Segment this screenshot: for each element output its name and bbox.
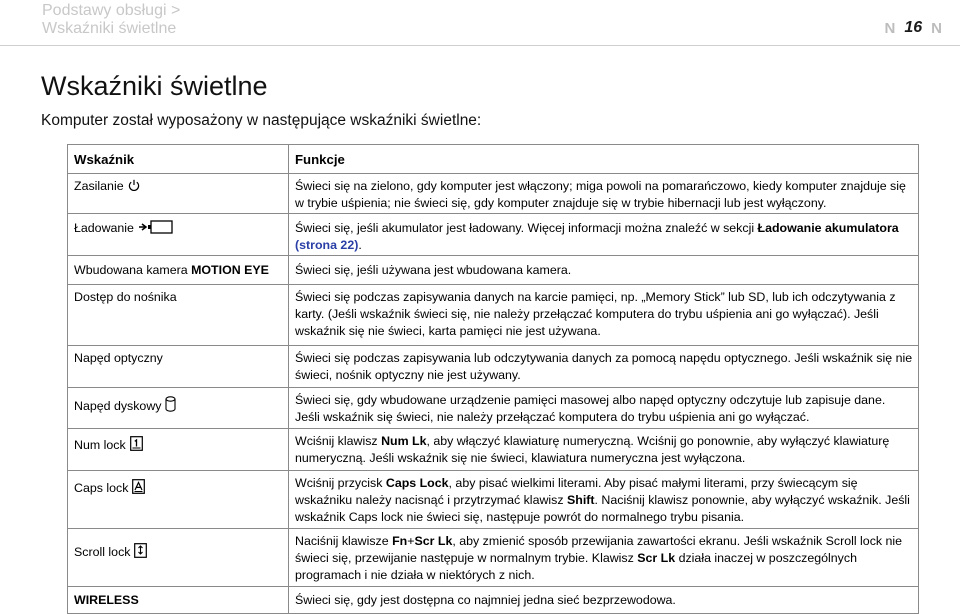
key-name: Fn [392, 534, 408, 548]
column-header-indicator: Wskaźnik [68, 145, 289, 174]
page-navigation [885, 19, 942, 37]
page-link[interactable]: (strona 22) [295, 238, 359, 252]
section-reference: Ładowanie akumulatora [757, 221, 899, 235]
page-header [0, 0, 960, 47]
table-row [68, 587, 919, 614]
indicator-function [289, 471, 919, 529]
header-divider [0, 45, 960, 46]
function-text: , aby włączyć klawiaturę numeryczną. Wciśnij go ponownie, aby wyłączyć klawiaturę numeryczną. Jeśli wskaźnik się nie świeci, klawiatura numeryczna jest wyłączona. [295, 434, 890, 465]
key-name: Caps Lock [385, 476, 449, 490]
function-text: Wciśnij klawisz [295, 434, 382, 448]
indicator-label: WIRELESS [74, 593, 139, 607]
indicator-function: Świeci się, gdy wbudowane urządzenie pamięci masowej albo napęd optyczny odczytuje lub zapisuje dane. Jeśli wskaźnik się świeci, nie należy przełączać komputera do trybu uśpienia ani go wyłączać. [289, 388, 919, 429]
indicator-function: Świeci się na zielono, gdy komputer jest włączony; miga powoli na pomarańczowo, kiedy komputer znajduje się w trybie uśpienia; nie świeci się, gdy komputer znajduje się w trybie hibernacji lub jest wyłączony. [289, 174, 919, 214]
indicator-label: Wbudowana kamera [74, 263, 192, 277]
indicator-function: Świeci się podczas zapisywania lub odczytywania danych za pomocą napędu optycznego. Jeśli wskaźnik się nie świeci, nośnik optyczny nie jest używany. [289, 346, 919, 388]
table-row [68, 174, 919, 214]
next-page-arrow-icon[interactable]: N [931, 19, 942, 37]
indicator-function [289, 429, 919, 471]
num-lock-icon [130, 436, 143, 456]
function-text: działa inaczej w poszczególnych programach i nie działa w niektórych z nich. [295, 551, 857, 582]
indicator-function: Świeci się, jeśli używana jest wbudowana kamera. [289, 256, 919, 285]
indicator-label: Scroll lock [74, 545, 131, 559]
breadcrumb-parent[interactable]: Podstawy obsługi > [42, 2, 181, 19]
indicator-label: Zasilanie [74, 179, 124, 193]
table-row [68, 471, 919, 529]
function-text: Naciśnij klawisze [295, 534, 393, 548]
table-row [68, 346, 919, 388]
indicator-label: Napęd dyskowy [74, 399, 162, 413]
indicator-label: Ładowanie [74, 221, 134, 235]
intro-text: Komputer został wyposażony w następujące wskaźniki świetlne: [41, 112, 482, 129]
table-header-row [68, 145, 919, 174]
function-text: Świeci się, jeśli akumulator jest ładowany. Więcej informacji można znaleźć w sekcji [295, 221, 758, 235]
indicator-label: Napęd optyczny [68, 346, 289, 388]
scroll-lock-icon [134, 543, 147, 563]
disk-drive-icon [165, 396, 176, 417]
indicator-table [67, 144, 919, 614]
caps-lock-icon [132, 479, 145, 499]
indicator-label: Caps lock [74, 481, 129, 495]
indicator-label: Dostęp do nośnika [68, 285, 289, 346]
key-name: Scr Lk [414, 534, 453, 548]
page-number: 16 [904, 19, 923, 36]
table-row [68, 429, 919, 471]
table-row [68, 388, 919, 429]
indicator-function [289, 214, 919, 256]
breadcrumb-current: Wskaźniki świetlne [42, 20, 177, 37]
key-name: Shift [567, 493, 595, 507]
table-row [68, 529, 919, 587]
key-name: Scr Lk [637, 551, 676, 565]
function-text: , aby pisać wielkimi literami. Aby pisać małymi literami, przy świecącym się wskaźniku należy nacisnąć i przytrzymać klawisz [295, 476, 858, 507]
function-text: + [407, 534, 415, 548]
previous-page-arrow-icon[interactable]: N [884, 19, 896, 37]
indicator-label-bold: MOTION EYE [191, 263, 269, 277]
function-text: Wciśnij przycisk [295, 476, 386, 490]
indicator-function: Świeci się podczas zapisywania danych na karcie pamięci, np. „Memory Stick” lub SD, lub ich odczytywania z karty. (Jeśli wskaźnik świeci się, nie należy przełączać komputera do trybu uśpienia ani go wyłączać). Jeśli wskaźnik się nie świeci, karta pamięci nie jest używana. [289, 285, 919, 346]
function-text-end: . [358, 238, 362, 252]
key-name: Num Lk [381, 434, 427, 448]
function-text: . Naciśnij klawisz ponownie, aby wyłączyć wskaźnik. Jeśli wskaźnik Caps lock nie świeci się, następuje powrót do normalnego trybu pisania. [295, 493, 910, 524]
indicator-label: Num lock [74, 438, 126, 452]
indicator-function [289, 529, 919, 587]
table-row [68, 256, 919, 285]
table-row [68, 285, 919, 346]
battery-charge-icon [138, 220, 174, 239]
table-row [68, 214, 919, 256]
indicator-function: Świeci się, gdy jest dostępna co najmniej jedna sieć bezprzewodowa. [289, 587, 919, 614]
column-header-function: Funkcje [289, 145, 919, 174]
page-title: Wskaźniki świetlne [41, 71, 268, 101]
power-icon [128, 179, 140, 197]
function-text: , aby zmienić sposób przewijania zawartości ekranu. Jeśli wskaźnik Scroll lock nie świeci się, przewijanie następuje w normalnym trybie. Klawisz [295, 534, 903, 565]
